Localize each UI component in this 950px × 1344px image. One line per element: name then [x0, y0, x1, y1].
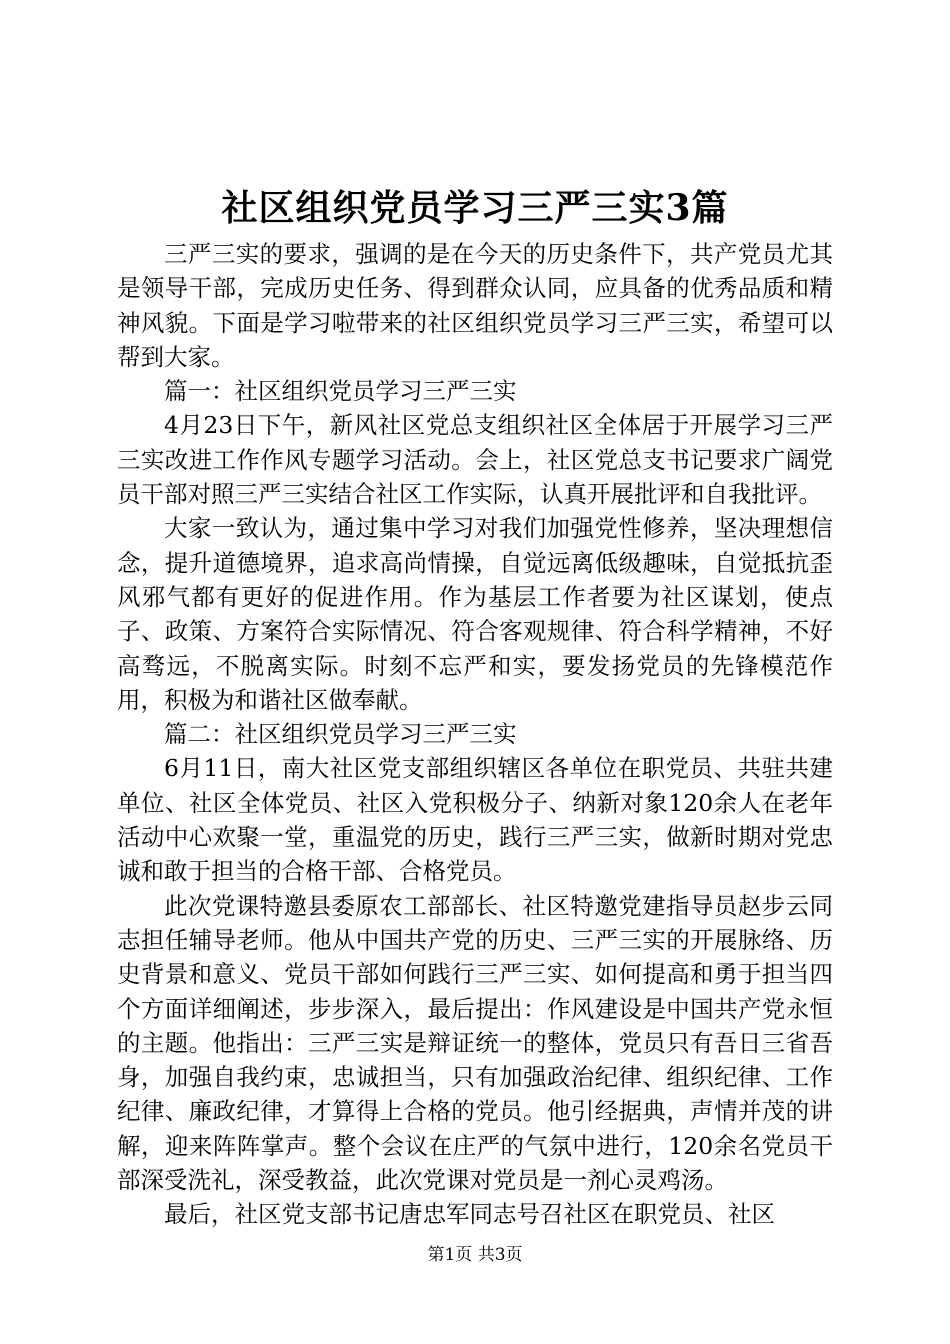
section-heading-1: 篇一：社区组织党员学习三严三实 — [164, 377, 517, 406]
section2-paragraph-3: 最后，社区党支部书记唐忠军同志号召社区在职党员、社区 — [164, 1200, 775, 1229]
page-footer: 第1页 共3页 — [427, 1245, 523, 1265]
document-body — [117, 237, 833, 1232]
section1-paragraph-1: 4月23日下午，新风社区党总支组织社区全体居于开展学习三严三实改进工作作风专题学习活动。会上，社区党总支书记要求广阔党员干部对照三严三实结合社区工作实际，认真开展批评和自我批评。 — [117, 411, 833, 509]
section-heading-2: 篇二：社区组织党员学习三严三实 — [164, 720, 517, 749]
section2-paragraph-1: 6月11日，南大社区党支部组织辖区各单位在职党员、共驻共建单位、社区全体党员、社区入党积极分子、纳新对象120余人在老年活动中心欢聚一堂，重温党的历史，践行三严三实，做新时期对党忠诚和敢于担当的合格干部、合格党员。 — [117, 754, 833, 886]
section2-paragraph-2: 此次党课特邀县委原农工部部长、社区特邀党建指导员赵步云同志担任辅导老师。他从中国共产党的历史、三严三实的开展脉络、历史背景和意义、党员干部如何践行三严三实、如何提高和勇于担当四个方面详细阐述，步步深入，最后提出：作风建设是中国共产党永恒的主题。他指出：三严三实是辩证统一的整体，党员只有吾日三省吾身，加强自我约束，忠诚担当，只有加强政治纪律、组织纪律、工作纪律、廉政纪律，才算得上合格的党员。他引经据典，声情并茂的讲解，迎来阵阵掌声。整个会议在庄严的气氛中进行，120余名党员干部深受洗礼，深受教益，此次党课对党员是一剂心灵鸡汤。 — [117, 891, 833, 1195]
intro-paragraph: 三严三实的要求，强调的是在今天的历史条件下，共产党员尤其是领导干部，完成历史任务、得到群众认同，应具备的优秀品质和精神风貌。下面是学习啦带来的社区组织党员学习三严三实，希望可以帮到大家。 — [117, 240, 833, 371]
document-title: 社区组织党员学习三严三实3篇 — [221, 187, 729, 229]
section1-paragraph-2: 大家一致认为，通过集中学习对我们加强党性修养，坚决理想信念，提升道德境界，追求高尚情操，自觉远离低级趣味，自觉抵抗歪风邪气都有更好的促进作用。作为基层工作者要为社区谋划，使点子、政策、方案符合实际情况、符合客观规律、符合科学精神，不好高骛远，不脱离实际。时刻不忘严和实，要发扬党员的先锋模范作用，积极为和谐社区做奉献。 — [117, 514, 833, 714]
